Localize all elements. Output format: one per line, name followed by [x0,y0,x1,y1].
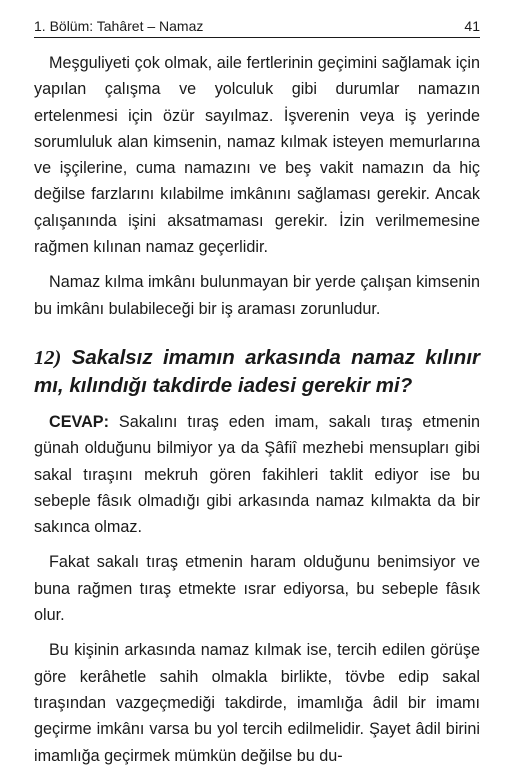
body-paragraph: Namaz kılma imkânı bulunmayan bir yerde çalışan kimsenin bu imkânı bulabileceği bir iş araması zorunludur. [34,273,480,318]
chapter-title: 1. Bölüm: Tahâret – Namaz [34,18,204,34]
body-paragraph: Meşguliyeti çok olmak, aile fertlerinin geçimini sağlamak için yapılan çalışma ve yolculuk gibi durumlar namazın ertelenmesi için özür sayılmaz. İşverenin veya iş yerinde sorumluluk alan kimsenin, namaz kılmak isteyen memurlarına ve işçilerine, cuma namazını ve beş vakit namazın da hiç değilse farzlarını kılabilme imkânını sağlaması gerekir. Ancak çalışanında işini aksatmaması gerekir. İzin verilmemesine rağmen kılınan namaz geçerlidir. [34,54,480,257]
page-body [34,50,480,769]
answer-text: Sakalını tıraş eden imam, sakalı tıraş etmenin günah olduğunu bilmiyor ya da Şâfiî mezhebi mensupları gibi sakal tıraşını mekruh gören fakihleri taklit ediyor ise bu sebeple fâsık olmadığı gibi arkasında namaz kılmakta da bir sakınca olmaz. [34,412,481,537]
answer-label: CEVAP: [49,412,109,431]
question-heading [34,344,480,399]
answer-paragraph [34,409,480,540]
body-paragraph: Fakat sakalı tıraş etmenin haram olduğunu benimsiyor ve buna rağmen tıraş etmekte ısrar ediyorsa, bu sebeple fâsık olur. [34,553,480,625]
question-text: Sakalsız imamın arkasında namaz kılınır mı, kılındığı takdirde iadesi gerekir mi? [34,345,480,397]
page-number: 41 [464,18,480,34]
question-number: 12) [34,346,62,369]
running-header [34,18,480,38]
body-paragraph: Bu kişinin arkasında namaz kılmak ise, tercih edilen görüşe göre kerâhetle sahih olmakla birlikte, tövbe edip sakal tıraşından vazgeçmediği takdirde, imamlığa âdil bir imamı geçirme imkânı varsa bu yol tercih edilmelidir. Şayet âdil birini imamlığa geçirmek mümkün değilse bu du- [34,641,480,765]
book-page [34,18,480,769]
